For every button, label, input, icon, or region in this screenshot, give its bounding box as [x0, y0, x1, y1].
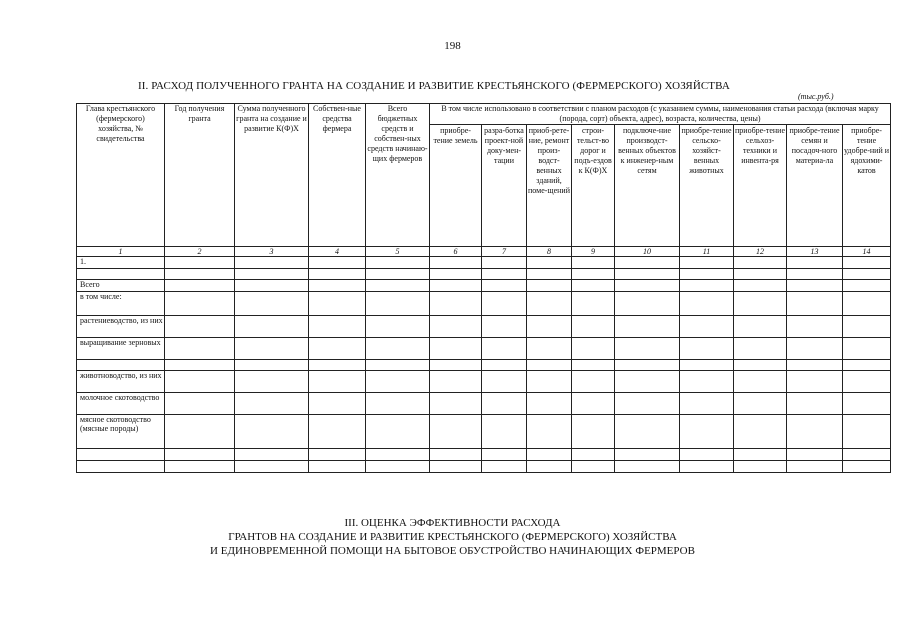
table-cell[interactable] — [430, 360, 482, 371]
table-cell[interactable] — [309, 449, 366, 461]
header-usage-item: разра-ботка проект-ной доку-мен-тации — [482, 125, 527, 247]
table-cell[interactable] — [482, 393, 527, 415]
table-cell[interactable] — [734, 292, 787, 316]
table-cell[interactable] — [430, 338, 482, 360]
table-cell[interactable] — [235, 338, 309, 360]
header-farm-head: Глава крестьянского (фермерского) хозяйства, № свидетельства — [77, 104, 165, 247]
table-row — [77, 316, 891, 338]
table-cell[interactable] — [843, 371, 891, 393]
table-cell[interactable] — [734, 338, 787, 360]
table-cell[interactable] — [615, 292, 680, 316]
column-number: 1 — [77, 247, 165, 257]
table-cell[interactable] — [734, 449, 787, 461]
table-cell[interactable] — [366, 257, 430, 269]
column-number: 13 — [787, 247, 843, 257]
table-cell[interactable] — [615, 415, 680, 449]
table-cell[interactable] — [235, 415, 309, 449]
table-cell[interactable] — [165, 280, 235, 292]
table-cell[interactable] — [430, 269, 482, 280]
units-note: (тыс.руб.) — [798, 92, 834, 101]
header-usage-item: строи-тельст-во дорог и подъ-ездов к К(Ф)Х — [572, 125, 615, 247]
table-cell[interactable] — [615, 449, 680, 461]
table-cell[interactable] — [165, 461, 235, 473]
table-cell[interactable] — [527, 371, 572, 393]
table-cell[interactable] — [482, 292, 527, 316]
table-cell[interactable] — [527, 316, 572, 338]
column-number: 7 — [482, 247, 527, 257]
row-label: в том числе: — [77, 292, 165, 316]
section-3-title — [0, 516, 905, 558]
table-row — [77, 292, 891, 316]
table-row — [77, 371, 891, 393]
table-cell[interactable] — [680, 461, 734, 473]
table-cell[interactable] — [430, 292, 482, 316]
table-cell[interactable] — [734, 316, 787, 338]
table-cell[interactable] — [165, 393, 235, 415]
table-cell[interactable] — [680, 257, 734, 269]
table-cell[interactable] — [843, 461, 891, 473]
column-number: 5 — [366, 247, 430, 257]
column-number: 8 — [527, 247, 572, 257]
table-cell[interactable] — [843, 338, 891, 360]
table-cell[interactable] — [680, 269, 734, 280]
table-cell[interactable] — [615, 360, 680, 371]
row-label — [77, 360, 165, 371]
table-cell[interactable] — [165, 449, 235, 461]
table-cell[interactable] — [680, 338, 734, 360]
table-cell[interactable] — [482, 371, 527, 393]
grant-expense-table — [76, 103, 891, 473]
table-cell[interactable] — [482, 280, 527, 292]
table-cell[interactable] — [430, 371, 482, 393]
table-cell[interactable] — [366, 371, 430, 393]
table-cell[interactable] — [734, 360, 787, 371]
table-cell[interactable] — [787, 280, 843, 292]
header-usage-item: приобре-тение семян и посадоч-ного материа-ла — [787, 125, 843, 247]
row-label: мясное скотоводство (мясные породы) — [77, 415, 165, 449]
table-cell[interactable] — [309, 415, 366, 449]
table-row — [77, 338, 891, 360]
table-cell[interactable] — [165, 257, 235, 269]
table-cell[interactable] — [482, 316, 527, 338]
table-cell[interactable] — [235, 280, 309, 292]
table-cell[interactable] — [527, 449, 572, 461]
table-cell[interactable] — [680, 449, 734, 461]
table-cell[interactable] — [165, 371, 235, 393]
table-cell[interactable] — [734, 393, 787, 415]
table-cell[interactable] — [787, 316, 843, 338]
table-cell[interactable] — [527, 461, 572, 473]
table-cell[interactable] — [235, 360, 309, 371]
table-cell[interactable] — [430, 280, 482, 292]
table-cell[interactable] — [165, 360, 235, 371]
table-cell[interactable] — [527, 415, 572, 449]
table-cell[interactable] — [572, 292, 615, 316]
table-cell[interactable] — [680, 360, 734, 371]
table-cell[interactable] — [615, 316, 680, 338]
table-cell[interactable] — [235, 269, 309, 280]
table-cell[interactable] — [309, 393, 366, 415]
column-number: 6 — [430, 247, 482, 257]
table-cell[interactable] — [482, 257, 527, 269]
table-cell[interactable] — [309, 257, 366, 269]
table-cell[interactable] — [843, 257, 891, 269]
row-label: молочное скотоводство — [77, 393, 165, 415]
table-cell[interactable] — [787, 269, 843, 280]
row-label — [77, 269, 165, 280]
table-cell[interactable] — [482, 360, 527, 371]
table-cell[interactable] — [734, 461, 787, 473]
table-cell[interactable] — [734, 415, 787, 449]
header-own-funds: Собствен-ные средства фермера — [309, 104, 366, 247]
table-cell[interactable] — [235, 371, 309, 393]
table-cell[interactable] — [165, 292, 235, 316]
header-usage-group: В том числе использовано в соответствии с планом расходов (с указанием суммы, наименования статьи расхода (включая марку (порода, сорт) объекта, адрес), возраста, количества, цены) — [430, 104, 891, 125]
page-number: 198 — [444, 40, 461, 52]
section-3-title-line: ГРАНТОВ НА СОЗДАНИЕ И РАЗВИТИЕ КРЕСТЬЯНСКОГО (ФЕРМЕРСКОГО) ХОЗЯЙСТВА — [228, 531, 677, 543]
table-cell[interactable] — [527, 393, 572, 415]
table-row — [77, 360, 891, 371]
table-cell[interactable] — [843, 449, 891, 461]
table-row — [77, 269, 891, 280]
table-cell[interactable] — [615, 338, 680, 360]
table-cell[interactable] — [680, 371, 734, 393]
table-cell[interactable] — [572, 269, 615, 280]
table-cell[interactable] — [572, 280, 615, 292]
table-cell[interactable] — [680, 393, 734, 415]
table-cell[interactable] — [572, 338, 615, 360]
table-cell[interactable] — [366, 449, 430, 461]
table-cell[interactable] — [843, 280, 891, 292]
table-cell[interactable] — [309, 280, 366, 292]
table-cell[interactable] — [787, 371, 843, 393]
column-number: 2 — [165, 247, 235, 257]
table-cell[interactable] — [572, 257, 615, 269]
table-cell[interactable] — [615, 393, 680, 415]
column-number: 11 — [680, 247, 734, 257]
table-cell[interactable] — [680, 316, 734, 338]
header-usage-item: приобре-тение удобре-ний и ядохими-катов — [843, 125, 891, 247]
table-row — [77, 393, 891, 415]
table-cell[interactable] — [527, 338, 572, 360]
row-label — [77, 461, 165, 473]
column-number: 10 — [615, 247, 680, 257]
table-cell[interactable] — [843, 292, 891, 316]
table-cell[interactable] — [787, 449, 843, 461]
row-label: выращивание зерновых — [77, 338, 165, 360]
table-cell[interactable] — [680, 292, 734, 316]
table-cell[interactable] — [787, 415, 843, 449]
table-cell[interactable] — [235, 316, 309, 338]
table-cell[interactable] — [572, 371, 615, 393]
table-cell[interactable] — [843, 269, 891, 280]
table-cell[interactable] — [615, 280, 680, 292]
table-cell[interactable] — [572, 461, 615, 473]
table-cell[interactable] — [309, 371, 366, 393]
table-cell[interactable] — [165, 415, 235, 449]
table-cell[interactable] — [527, 257, 572, 269]
table-cell[interactable] — [572, 415, 615, 449]
row-label: 1. — [77, 257, 165, 269]
table-cell[interactable] — [430, 461, 482, 473]
table-cell[interactable] — [366, 316, 430, 338]
row-label: Всего — [77, 280, 165, 292]
table-cell[interactable] — [527, 269, 572, 280]
table-cell[interactable] — [734, 269, 787, 280]
section-3-title-line: III. ОЦЕНКА ЭФФЕКТИВНОСТИ РАСХОДА — [344, 517, 561, 529]
column-number: 3 — [235, 247, 309, 257]
table-cell[interactable] — [309, 461, 366, 473]
table-cell[interactable] — [235, 449, 309, 461]
table-cell[interactable] — [309, 269, 366, 280]
table-cell[interactable] — [615, 269, 680, 280]
table-cell[interactable] — [366, 393, 430, 415]
table-cell[interactable] — [843, 360, 891, 371]
table-cell[interactable] — [527, 292, 572, 316]
table-cell[interactable] — [482, 449, 527, 461]
column-number: 12 — [734, 247, 787, 257]
table-cell[interactable] — [366, 280, 430, 292]
table-cell[interactable] — [615, 257, 680, 269]
table-cell[interactable] — [482, 338, 527, 360]
table-cell[interactable] — [430, 393, 482, 415]
column-number: 4 — [309, 247, 366, 257]
header-grant-year: Год получения гранта — [165, 104, 235, 247]
table-cell[interactable] — [572, 360, 615, 371]
table-cell[interactable] — [430, 415, 482, 449]
table-cell[interactable] — [787, 461, 843, 473]
table-cell[interactable] — [843, 393, 891, 415]
table-cell[interactable] — [615, 371, 680, 393]
table-row — [77, 257, 891, 269]
table-cell[interactable] — [309, 316, 366, 338]
table-cell[interactable] — [572, 316, 615, 338]
section-3-title-line: И ЕДИНОВРЕМЕННОЙ ПОМОЩИ НА БЫТОВОЕ ОБУСТРОЙСТВО НАЧИНАЮЩИХ ФЕРМЕРОВ — [210, 545, 695, 557]
section-title: II. РАСХОД ПОЛУЧЕННОГО ГРАНТА НА СОЗДАНИЕ И РАЗВИТИЕ КРЕСТЬЯНСКОГО (ФЕРМЕРСКОГО) ХОЗЯЙСТВА — [138, 80, 730, 92]
table-cell[interactable] — [366, 415, 430, 449]
table-cell[interactable] — [527, 360, 572, 371]
row-label — [77, 449, 165, 461]
table-cell[interactable] — [572, 449, 615, 461]
table-cell[interactable] — [787, 393, 843, 415]
table-cell[interactable] — [366, 292, 430, 316]
table-cell[interactable] — [527, 280, 572, 292]
table-cell[interactable] — [309, 292, 366, 316]
table-cell[interactable] — [680, 415, 734, 449]
table-cell[interactable] — [309, 360, 366, 371]
table-cell[interactable] — [430, 449, 482, 461]
table-row — [77, 461, 891, 473]
table-cell[interactable] — [843, 316, 891, 338]
table-cell[interactable] — [165, 338, 235, 360]
table-cell[interactable] — [572, 393, 615, 415]
table-cell[interactable] — [734, 257, 787, 269]
table-cell[interactable] — [366, 269, 430, 280]
table-cell[interactable] — [787, 292, 843, 316]
table-cell[interactable] — [787, 338, 843, 360]
table-cell[interactable] — [787, 257, 843, 269]
table-cell[interactable] — [482, 461, 527, 473]
column-number: 9 — [572, 247, 615, 257]
header-total-funds: Всего бюджетных средств и собствен-ных средств начинаю-щих фермеров — [366, 104, 430, 247]
table-cell[interactable] — [366, 461, 430, 473]
table-cell[interactable] — [482, 269, 527, 280]
table-cell[interactable] — [734, 371, 787, 393]
table-cell[interactable] — [615, 461, 680, 473]
table-cell[interactable] — [165, 316, 235, 338]
table-cell[interactable] — [482, 415, 527, 449]
header-usage-item: приобре-тение сельхоз-техники и инвента-ря — [734, 125, 787, 247]
table-cell[interactable] — [430, 257, 482, 269]
header-usage-item: приоб-рете-ние, ремонт произ-водст-венных зданий, поме-щений — [527, 125, 572, 247]
table-cell[interactable] — [843, 415, 891, 449]
table-cell[interactable] — [165, 269, 235, 280]
table-row — [77, 449, 891, 461]
table-cell[interactable] — [235, 257, 309, 269]
column-number: 14 — [843, 247, 891, 257]
table-cell[interactable] — [309, 338, 366, 360]
table-cell[interactable] — [430, 316, 482, 338]
header-grant-amount: Сумма полученного гранта на создание и развитие К(Ф)Х — [235, 104, 309, 247]
table-cell[interactable] — [235, 292, 309, 316]
table-cell[interactable] — [235, 461, 309, 473]
table-row — [77, 280, 891, 292]
header-usage-item: приобре-тение сельско-хозяйст-венных животных — [680, 125, 734, 247]
header-usage-item: приобре-тение земель — [430, 125, 482, 247]
header-usage-item: подключе-ние производст-венных объектов к инженер-ным сетям — [615, 125, 680, 247]
table-cell[interactable] — [235, 393, 309, 415]
row-label: растениеводство, из них — [77, 316, 165, 338]
table-cell[interactable] — [680, 280, 734, 292]
table-row — [77, 415, 891, 449]
table-cell[interactable] — [366, 338, 430, 360]
table-cell[interactable] — [734, 280, 787, 292]
table-cell[interactable] — [366, 360, 430, 371]
row-label: животноводство, из них — [77, 371, 165, 393]
table-cell[interactable] — [787, 360, 843, 371]
